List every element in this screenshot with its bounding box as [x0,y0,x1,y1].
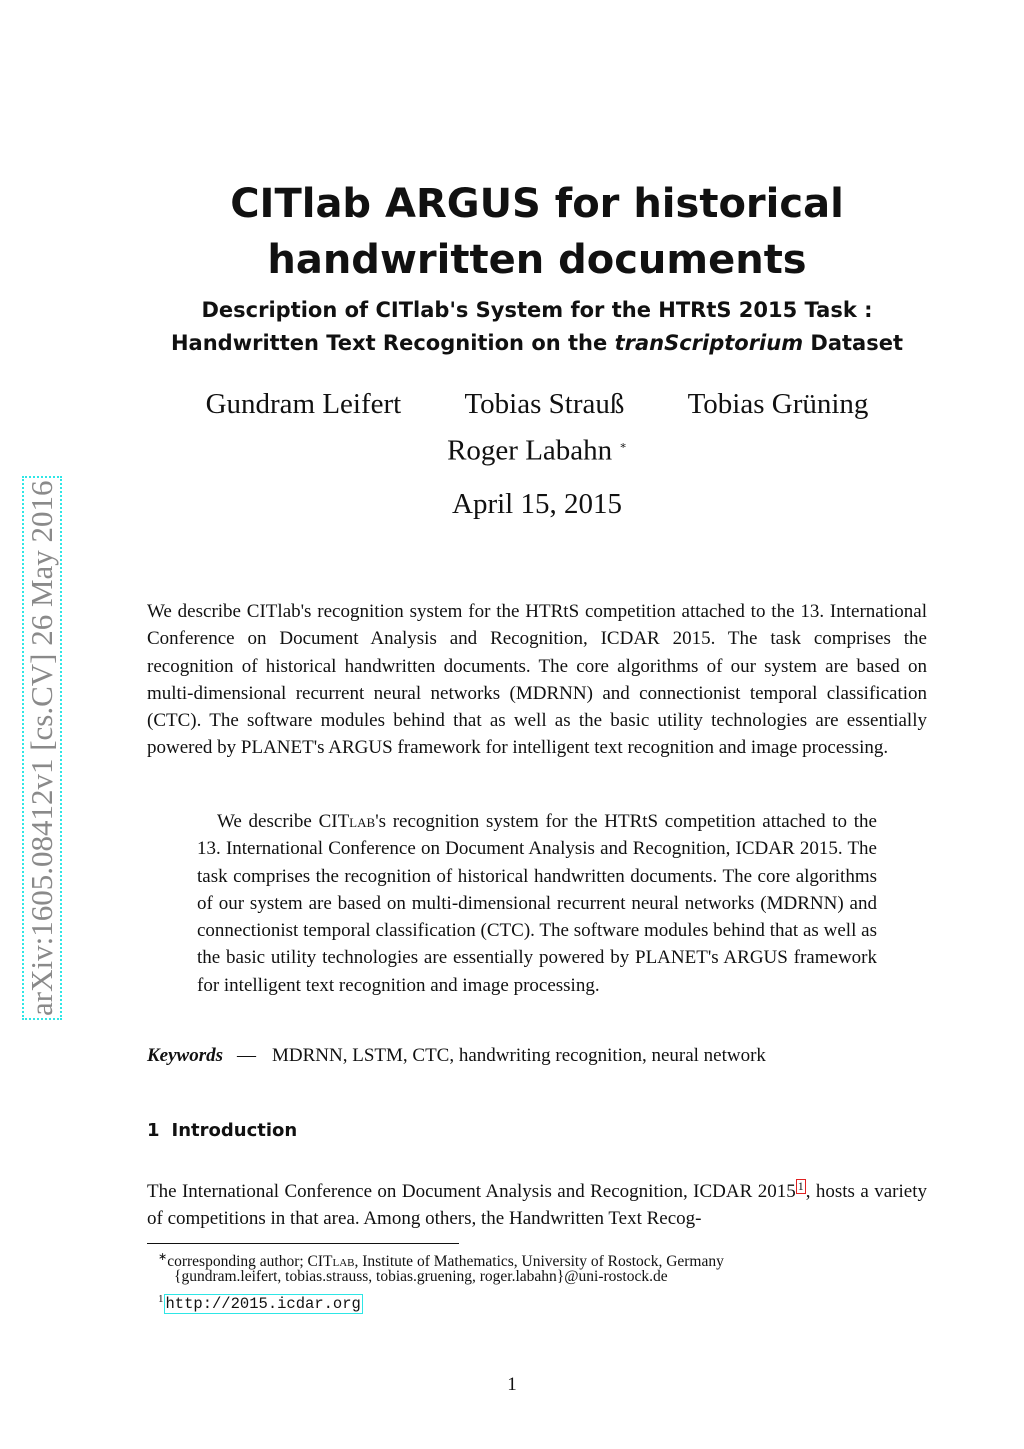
subtitle-line-2-start: Handwritten Text Recognition on the [170,331,615,355]
arxiv-stamp[interactable]: arXiv:1605.08412v1 [cs.CV] 26 May 2016 [22,476,62,1020]
section-title: Introduction [171,1120,298,1141]
icdar-url-link[interactable]: http://2015.icdar.org [165,1295,361,1314]
title-line-2: handwritten documents [267,237,807,283]
author-list [150,383,924,472]
page-number: 1 [507,1374,517,1395]
abstract2-rest: 's recognition system for the HTRtS competition attached to the 13. International Conference on Document Analysis and Recognition, ICDAR 2015. The task comprises the recognition of historical handwritten documents. The core algorithms of our system are based on multi-dimensional recurrent neural networks (MDRNN) and connectionist temporal classification (CTC). The software modules behind that as well as the basic utility technologies are essentially powered by PLANET's ARGUS framework for intelligent text recognition and image processing. [197,811,877,996]
section-number: 1 [147,1120,160,1141]
abstract-paragraph-1: We describe CITlab's recognition system for the HTRtS competition attached to the 13. International Conference on Document Analysis and Recognition, ICDAR 2015. The task comprises the recognition of historical handwritten documents. The core algorithms of our system are based on multi-dimensional recurrent neural networks (MDRNN) and connectionist temporal classification (CTC). The software modules behind that as well as the basic utility technologies are essentially powered by PLANET's ARGUS framework for intelligent text recognition and image processing. [147,601,927,759]
author-4 [447,425,627,472]
footnote-2-mark: 1 [158,1293,164,1305]
intro-rest: , hosts a variety of competitions in that area. Among others, the Handwritten Text Recog- [147,1181,927,1230]
author-4-name: Roger Labahn [447,434,613,467]
subtitle-dataset-name: tranScriptorium [614,331,804,355]
footnote-ref-link[interactable]: 1 [797,1178,804,1193]
intro-paragraph [147,1178,927,1233]
abstract-paragraph-2 [197,808,877,999]
footnote-rule [147,1243,459,1244]
footnote-1-lab: lab [332,1253,355,1271]
paper-title [150,176,924,288]
footnote-emails: {gundram.leifert, tobias.strauss, tobias.gruening, roger.labahn}@uni-rostock.de [174,1268,668,1285]
keywords-text: MDRNN, LSTM, CTC, handwriting recognition, neural network [272,1045,766,1066]
abstract2-start: We describe [217,811,319,832]
author-2: Tobias Strauß [464,388,625,420]
author-1: Gundram Leifert [205,388,402,420]
subtitle-line-1: Description of CITlab's System for the HTRtS 2015 Task : [201,298,873,322]
abstract2-lab-name: CITlab [318,811,376,832]
footnote-url [158,1289,363,1314]
paper-date: April 15, 2015 [452,488,622,520]
keywords-label: Keywords [147,1045,223,1066]
keywords-separator: — [237,1045,256,1066]
footnote-1-rest: , Institute of Mathematics, University of Rostock, Germany [354,1253,724,1271]
keywords-line [147,1045,766,1067]
footnote-1-mark: ∗ [158,1251,168,1263]
footnote-1-start: corresponding author; CIT [167,1253,333,1271]
title-line-1: CITlab ARGUS for historical [230,181,844,227]
paper-subtitle [150,294,924,360]
section-heading [147,1120,297,1141]
author-footnote-mark[interactable]: ∗ [619,440,627,452]
author-3: Tobias Grüning [687,388,869,420]
intro-start: The International Conference on Document Analysis and Recognition, ICDAR 2015 [147,1181,796,1202]
subtitle-line-2-end: Dataset [803,331,903,355]
